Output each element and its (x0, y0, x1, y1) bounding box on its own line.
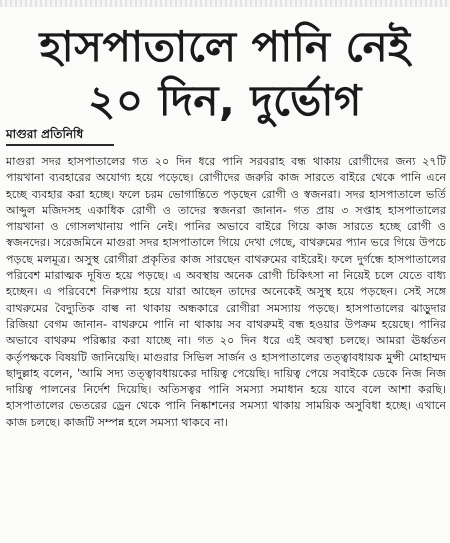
paper-texture-strip (0, 0, 450, 7)
article-body: মাগুরা সদর হাসপাতালের গত ২০ দিন ধরে পানি সরবরাহ বন্ধ থাকায় রোগীদের জন্য ২৭টি পায়খানা ব্যবহারের অযোগ্য হয়ে পড়েছে। রোগীদের জরুরি কাজ সারতে বাইরে থেকে পানি এনে হচ্ছে ব্যবহার করা হচ্ছে। ফলে চরম ভোগান্তিতে পড়ছেন রোগী ও স্বজনরা। সদর হাসপাতালে ভর্তি আব্দুল মজিদসহ একাধিক রোগী ও তাদের স্বজনরা জানান- গত প্রায় ৩ সপ্তাহ হাসপাতালের পায়খানা ও গোসলখানায় পানি নেই। পানির অভাবে বাইরে গিয়ে কাজ সারতে হচ্ছে রোগী ও স্বজনদের। সরেজমিনে মাগুরা সদর হাসপাতালে গিয়ে দেখা গেছে, বাথরুমের প্যান ভরে গিয়ে উপচে পড়ছে মলমূত্র। অসুস্থ রোগীরা প্রকৃতির কাজ সারছেন বাথরুমের বাইরেই। ফলে দুর্গন্ধে হাসপাতালের পরিবেশ মারাত্মক দূষিত হয়ে পড়ছে। এ অবস্থায় অনেক রোগী চিকিৎসা না নিয়েই চলে যেতে বাধ্য হচ্ছেন। এ পরিবেশে নিরুপায় হয়ে যারা আছেন তাদের অনেকেই অসুস্থ হয়ে পড়ছেন। সেই সঙ্গে বাথরুমের বৈদ্যুতিক বাল্ব না থাকায় অন্ধকারে রোগীরা সমস্যায় পড়ছে। হাসপাতালের ঝাড়ুদার রিজিয়া বেগম জানান- বাথরুমে পানি না থাকায় সব বাথরুমই বন্ধ হওয়ার উপক্রম হয়েছে। পানির অভাবে বাথরুম পরিষ্কার করা যাচ্ছে না। গত ২০ দিন ধরে এই অবস্থা চলছে। আমরা ঊর্ধ্বতন কর্তৃপক্ষকে বিষয়টি জানিয়েছি। মাগুরার সিভিল সার্জন ও হাসপাতালের তত্ত্বাবধায়ক মুন্সী মোহাম্মদ ছাদুল্লাহ বলেন, 'আমি সদ্য তত্ত্বাবধায়কের দায়িত্ব পেয়েছি। দায়িত্ব পেয়ে সবাইকে ডেকে নিজ নিজ দায়িত্ব পালনের নির্দেশ দিয়েছি। অতিসত্বর পানি সমস্যা সমাধান হয়ে যাবে বলে আশা করছি। হাসপাতালের ভেতরের ড্রেন থেকে পানি নিষ্কাশনের সমস্যা থাকায় সাময়িক অসুবিধা হচ্ছে। এখানে কাজ চলছে। কাজটি সম্পন্ন হলে সমস্যা থাকবে না। (6, 155, 446, 429)
byline: মাগুরা প্রতিনিধি (6, 127, 84, 141)
headline-line-2: ২০ দিন, দুর্ভোগ (88, 76, 362, 125)
headline (0, 20, 450, 128)
byline-underline (6, 144, 114, 146)
headline-line-1: হাসপাতালে পানি নেই (39, 22, 411, 71)
